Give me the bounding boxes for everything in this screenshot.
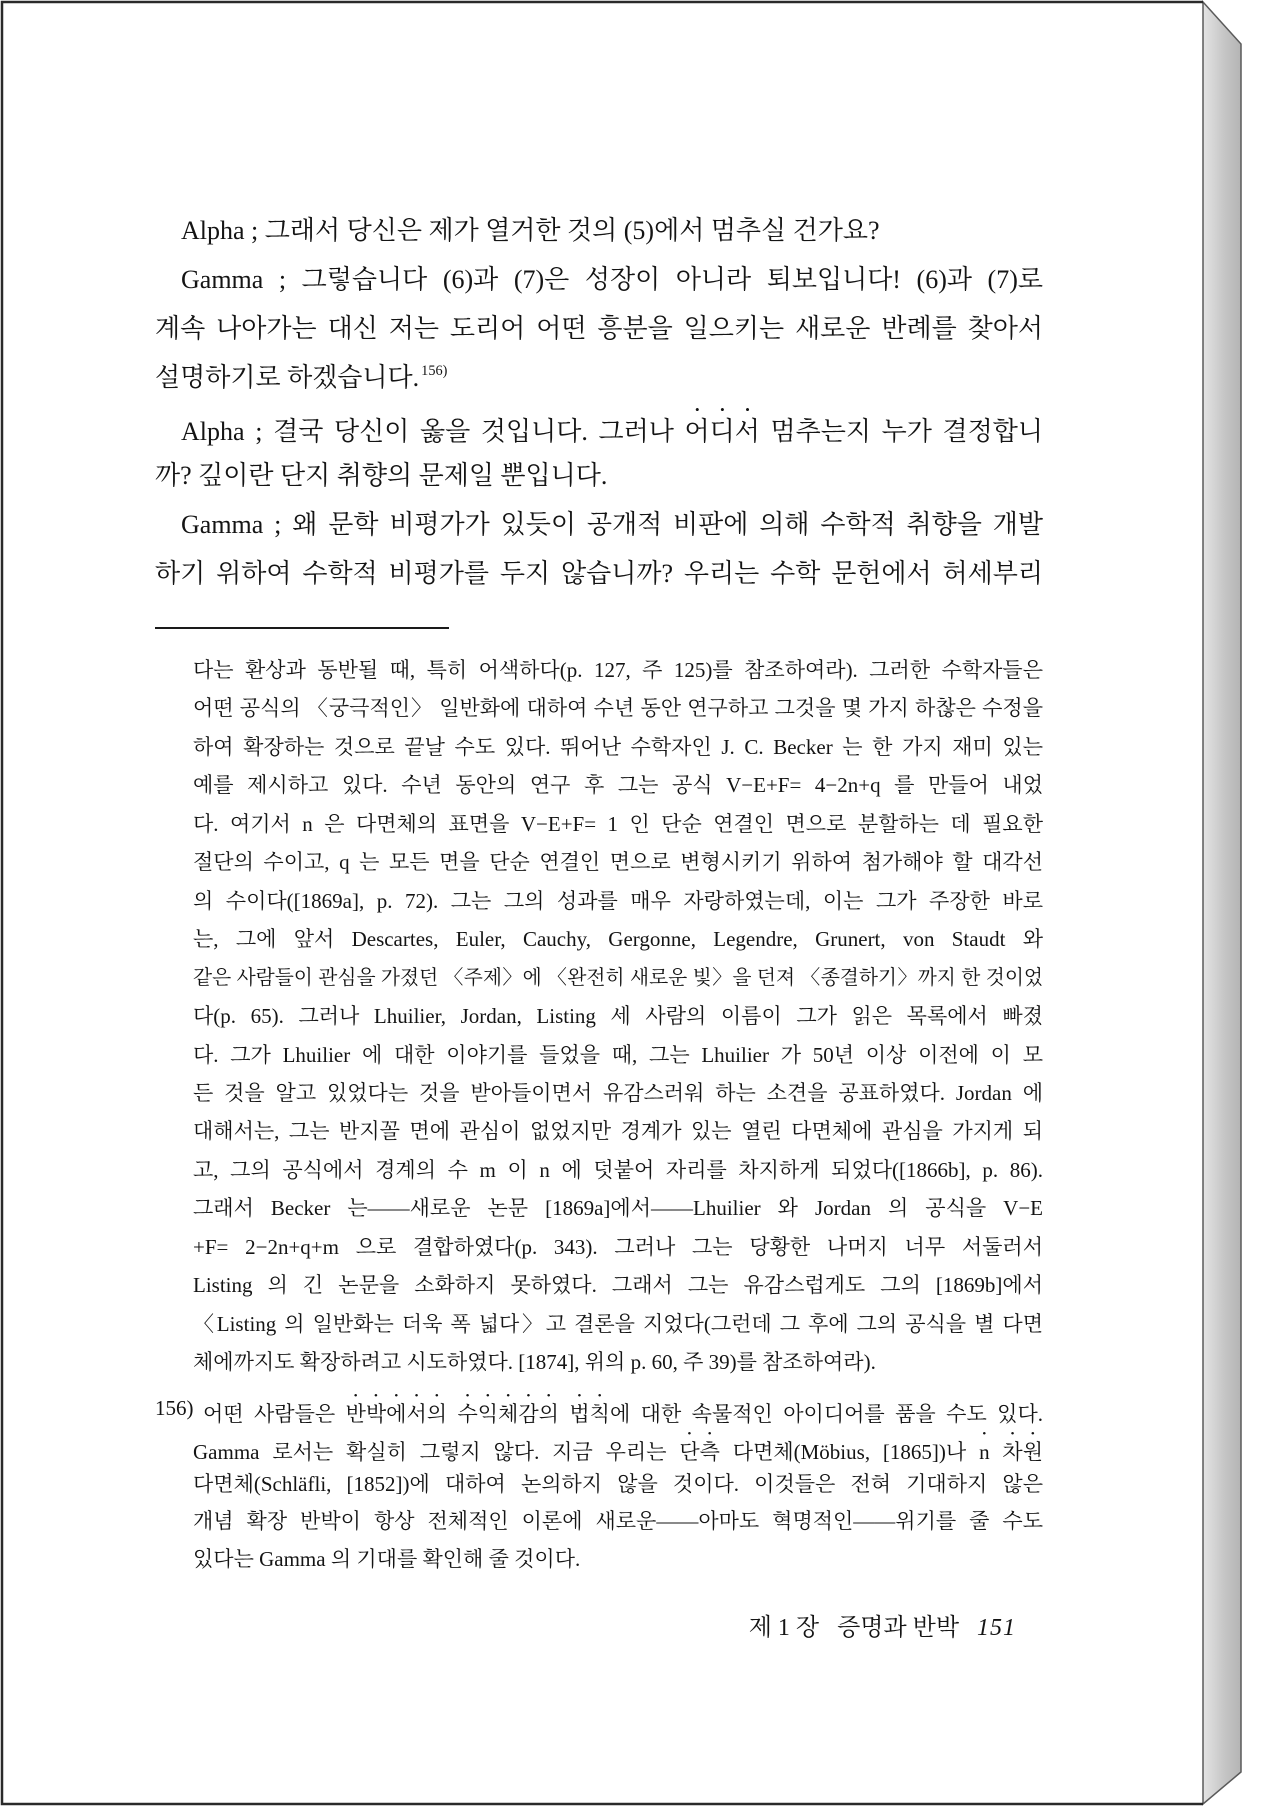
- footnote-lines: [193, 651, 1043, 1382]
- text-segment: 다. 그가 Lhuilier 에 대한 이야기를 들었을 때, 그는 Lhuilier 가 50년 이상 이전에 이 모: [193, 1042, 1043, 1067]
- footnote-line: [193, 689, 1043, 727]
- text-segment: 다(p. 65). 그러나 Lhuilier, Jordan, Listing 세 사람의 이름이 그가 읽은 목록에서 빠졌: [193, 1004, 1043, 1029]
- footnote-reference: 156): [421, 363, 448, 380]
- footnote-156: [155, 1390, 1043, 1579]
- text-segment: 까? 깊이란 단지 취향의 문제일 뿐입니다.: [155, 461, 608, 490]
- text-segment: Gamma ; 그렇습니다 (6)과 (7)은 성장이 아니라 퇴보입니다! (6)과 (7)로: [181, 265, 1043, 294]
- footnote-line: [193, 1228, 1043, 1266]
- text-segment: 대해서는, 그는 반지꼴 면에 관심이 없었지만 경계가 있는 열린 다면체에 관심을 가지게 되: [193, 1119, 1043, 1144]
- dialogue-paragraph: [155, 255, 1043, 402]
- footnote-line: [193, 920, 1043, 958]
- text-segment: 어떤 공식의 〈궁극적인〉 일반화에 대하여 수년 동안 연구하고 그것을 몇 가지 하찮은 수정을: [193, 696, 1043, 721]
- footnote-number: 156): [155, 1396, 194, 1420]
- text-segment: 체에까지도 확장하려고 시도하였다. [1874], 위의 p. 60, 주 39)를 참조하여라).: [193, 1350, 876, 1375]
- page-edge-band: [1203, 2, 1241, 1804]
- footnote-line: [193, 1428, 1043, 1466]
- footnote-line: [193, 1343, 1043, 1381]
- text-line: [155, 255, 1043, 304]
- footnote-line: [193, 766, 1043, 804]
- footnote-line: [193, 1151, 1043, 1189]
- footnote-line: [193, 882, 1043, 920]
- text-line: [155, 451, 1043, 500]
- text-segment: 는, 그에 앞서 Descartes, Euler, Cauchy, Gergonne, Legendre, Grunert, von Staudt 와: [193, 927, 1043, 952]
- dialogue-paragraph: [155, 206, 1043, 255]
- text-segment: 〈Listing 의 일반화는 더욱 폭 넓다〉고 결론을 지었다(그런데 그 후에 그의 공식을 별 다면: [193, 1311, 1043, 1336]
- text-line: [155, 549, 1043, 598]
- text-segment: Alpha ; 결국 당신이 옳을 것입니다. 그러나: [181, 417, 685, 446]
- text-segment: Alpha ; 그래서 당신은 제가 열거한 것의 (5)에서 멈추실 건가요?: [181, 216, 880, 245]
- chapter-title: 증명과 반박: [837, 1615, 959, 1641]
- dialogue-paragraph: [155, 402, 1043, 500]
- emphasized-text: 단측: [679, 1439, 720, 1464]
- text-segment: 같은 사람들이 관심을 가졌던 〈주제〉에 〈완전히 새로운 빛〉을 던져 〈종결하기〉까지 한 것이었: [193, 966, 1043, 989]
- footnote-line: [193, 1266, 1043, 1304]
- text-segment: 하여 확장하는 것으로 끝날 수도 있다. 뛰어난 수학자인 J. C. Becker 는 한 가지 재미 있는: [193, 734, 1043, 759]
- text-segment: 하기 위하여 수학적 비평가를 두지 않습니까? 우리는 수학 문헌에서 허세부리: [155, 559, 1043, 588]
- text-segment: 다는 환상과 동반될 때, 특히 어색하다(p. 127, 주 125)를 참조하여라). 그러한 수학자들은: [193, 658, 1043, 682]
- text-segment: 예를 제시하고 있다. 수년 동안의 연구 후 그는 공식 V−E+F= 4−2n+q 를 만들어 내었: [193, 773, 1043, 798]
- text-segment: 절단의 수이고, q 는 모든 면을 단순 연결인 면으로 변형시키기 위하여 첨가해야 할 대각선: [193, 850, 1043, 875]
- dialogue-paragraph: [155, 500, 1043, 598]
- footnote-lines: [193, 1390, 1043, 1579]
- footnote-line: [193, 805, 1043, 843]
- emphasized-text: 어디서: [684, 417, 760, 446]
- footnote-line: [193, 1189, 1043, 1227]
- footnote-line: [193, 1390, 1043, 1428]
- text-segment: 설명하기로 하겠습니다.: [155, 363, 420, 392]
- text-segment: +F= 2−2n+q+m 으로 결합하였다(p. 343). 그러나 그는 당황한 나머지 너무 서둘러서: [193, 1234, 1043, 1259]
- text-line: [155, 304, 1043, 353]
- text-segment: 다면체(Schläfli, [1852])에 대하여 논의하지 않을 것이다. 이것들은 전혀 기대하지 않은: [193, 1471, 1043, 1496]
- text-segment: Listing 의 긴 논문을 소화하지 못하였다. 그래서 그는 유감스럽게도 그의 [1869b]에서: [193, 1273, 1043, 1298]
- footnote-separator: [155, 627, 449, 629]
- text-line: [155, 353, 1043, 402]
- footnote-line: [193, 651, 1043, 689]
- text-line: [155, 206, 1043, 255]
- footnote-line: [193, 1305, 1043, 1343]
- footnote-line: [193, 959, 1043, 997]
- footnote-line: [193, 1541, 1043, 1579]
- text-segment: 다. 여기서 n 은 다면체의 표면을 V−E+F= 1 인 단순 연결인 면으로 분할하는 데 필요한: [193, 811, 1043, 836]
- footnote-line: [193, 997, 1043, 1035]
- footnote-line: [193, 1503, 1043, 1541]
- footnote-line: [193, 1466, 1043, 1504]
- text-segment: Gamma ; 왜 문학 비평가가 있듯이 공개적 비판에 의해 수학적 취향을 개발: [181, 510, 1043, 539]
- text-segment: 그래서 Becker 는——새로운 논문 [1869a]에서——Lhuilier 와 Jordan 의 공식을 V−E: [193, 1196, 1043, 1221]
- text-line: [155, 402, 1043, 451]
- footnote-line: [193, 843, 1043, 881]
- main-text: [155, 206, 1043, 598]
- footnote-line: [193, 728, 1043, 766]
- text-segment: 개념 확장 반박이 항상 전체적인 이론에 새로운——아마도 혁명적인——위기를 줄 수도: [193, 1509, 1043, 1534]
- emphasized-text: 반박에서의 수익체감의 법칙: [345, 1402, 610, 1426]
- text-segment: Gamma 로서는 확실히 그렇지 않다. 지금 우리는: [193, 1439, 680, 1464]
- footnote-line: [193, 1112, 1043, 1150]
- emphasized-text: n 차원: [979, 1439, 1043, 1464]
- text-segment: 다면체(Möbius, [1865])나: [719, 1439, 980, 1464]
- text-segment: 의 수이다([1869a], p. 72). 그는 그의 성과를 매우 자랑하였는데, 이는 그가 주장한 바로: [193, 888, 1043, 913]
- page-number: 151: [977, 1615, 1016, 1641]
- text-segment: 있다는 Gamma 의 기대를 확인해 줄 것이다.: [193, 1547, 581, 1572]
- text-segment: 계속 나아가는 대신 저는 도리어 어떤 흥분을 일으키는 새로운 반례를 찾아서: [155, 314, 1043, 343]
- footnote-line: [193, 1074, 1043, 1112]
- text-segment: 멈추는지 누가 결정합니: [759, 417, 1043, 446]
- text-segment: 든 것을 알고 있었다는 것을 받아들이면서 유감스러워 하는 소견을 공표하였다. Jordan 에: [193, 1080, 1043, 1105]
- running-footer: [749, 1612, 1016, 1644]
- text-line: [155, 500, 1043, 549]
- text-segment: 어떤 사람들은: [203, 1402, 346, 1426]
- footnote-line: [193, 1036, 1043, 1074]
- footnote-continued: [193, 651, 1043, 1382]
- text-segment: 고, 그의 공식에서 경계의 수 m 이 n 에 덧붙어 자리를 차지하게 되었다([1866b], p. 86).: [193, 1157, 1043, 1182]
- text-segment: 에 대한 속물적인 아이디어를 품을 수도 있다.: [609, 1402, 1043, 1426]
- chapter-label: 제 1 장: [748, 1615, 820, 1641]
